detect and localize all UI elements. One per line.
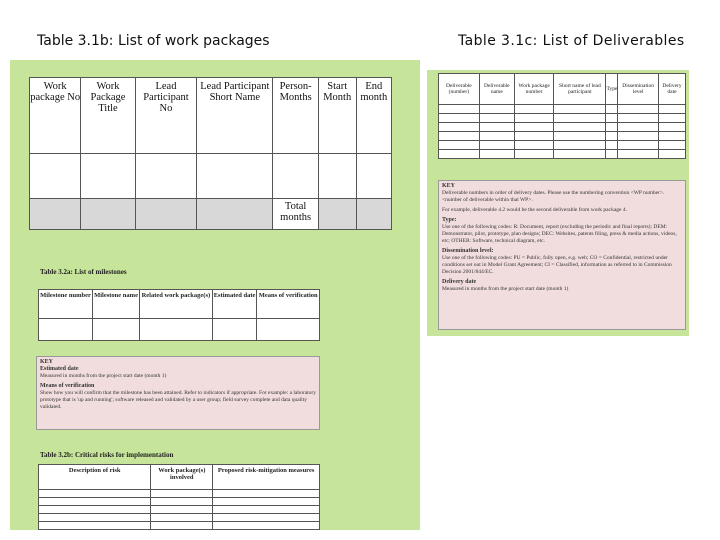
estimated-date-heading: Estimated date xyxy=(40,366,79,372)
deliverables-key-intro: Deliverable numbers in order of delivery dates. Please use the numbering convention <WP number>.<number of deliverable within that WP>. xyxy=(442,190,665,203)
wp-header-person-months: Person-Months xyxy=(273,78,318,154)
dissemination-heading: Dissemination level: xyxy=(442,248,494,254)
estimated-date-text: Measured in months from the project start date (month 1) xyxy=(40,373,167,379)
del-header-lead: Short name of lead participant xyxy=(554,74,606,105)
delivery-date-heading: Delivery date xyxy=(442,279,477,285)
wp-header-end-month: End month xyxy=(356,78,391,154)
deliverables-key-example: For example, deliverable 4.2 would be the second deliverable from work package 4. xyxy=(442,207,627,213)
type-heading: Type: xyxy=(442,217,457,223)
total-row xyxy=(30,199,392,230)
table-row xyxy=(39,506,320,514)
risk-header-description: Description of risk xyxy=(39,465,151,490)
del-header-name: Deliverable name xyxy=(479,74,514,105)
wp-header-start-month: Start Month xyxy=(318,78,356,154)
table-row xyxy=(439,150,686,159)
work-packages-table xyxy=(29,77,392,230)
dissemination-text: Use one of the following codes: PU = Public, fully open, e.g. web; CO = Confidential, restricted under conditions set out in Model Grant Agreement; CI = Classified, information as referred to in Commission Decision 2001/844/EC. xyxy=(442,255,672,275)
ms-header-wp: Related work package(s) xyxy=(139,290,212,319)
table-row xyxy=(39,490,320,498)
table-row xyxy=(30,154,392,199)
key-heading: KEY xyxy=(40,359,54,365)
means-of-verification-heading: Means of verification xyxy=(40,383,95,389)
right-table-title: Table 3.1c: List of Deliverables xyxy=(458,33,685,49)
ms-header-verification: Means of verification xyxy=(257,290,320,319)
table-row xyxy=(439,114,686,123)
wp-header-number: Work package No xyxy=(30,78,81,154)
type-text: Use one of the following codes: R: Document, report (excluding the periodic and final reports); DEM: Demonstrator, pilot, prototype, plan designs; DEC: Websites, patents filing, press & media actions, videos, etc; OTHER: Software, technical diagram, etc. xyxy=(442,224,677,244)
table-row xyxy=(439,132,686,141)
table-row xyxy=(439,123,686,132)
delivery-date-text: Measured in months from the project start date (month 1) xyxy=(442,286,569,292)
ms-header-name: Milestone name xyxy=(93,290,140,319)
del-header-type: Type xyxy=(606,74,618,105)
left-table-title: Table 3.1b: List of work packages xyxy=(37,33,270,49)
deliverables-key xyxy=(438,180,686,330)
risks-table xyxy=(38,464,320,530)
deliverables-table xyxy=(438,73,686,159)
means-of-verification-text: Show how you will confirm that the milestone has been attained. Refer to indicators if appropriate. For example: a laboratory prototype that is 'up and running'; software released and validated by a user group; field survey complete and data quality validated. xyxy=(40,390,316,410)
table-row xyxy=(39,514,320,522)
del-header-date: Delivery date xyxy=(658,74,685,105)
milestones-caption: Table 3.2a: List of milestones xyxy=(40,268,127,276)
ms-header-date: Estimated date xyxy=(212,290,257,319)
table-row xyxy=(439,141,686,150)
table-row xyxy=(439,105,686,114)
milestones-key xyxy=(36,356,320,430)
key-heading: KEY xyxy=(442,183,456,189)
table-row xyxy=(39,522,320,530)
wp-header-lead-no: Lead Participant No xyxy=(135,78,197,154)
total-months-label: Total months xyxy=(273,199,318,230)
del-header-number: Deliverable (number) xyxy=(439,74,480,105)
table-row xyxy=(39,319,320,341)
wp-header-title: Work Package Title xyxy=(81,78,135,154)
milestones-table xyxy=(38,289,320,341)
table-row xyxy=(39,498,320,506)
ms-header-number: Milestone number xyxy=(39,290,93,319)
risk-header-wp: Work package(s) involved xyxy=(151,465,213,490)
del-header-dissemination: Dissemination level xyxy=(618,74,659,105)
wp-header-lead-name: Lead Participant Short Name xyxy=(197,78,273,154)
risks-caption: Table 3.2b: Critical risks for implementation xyxy=(40,451,174,459)
risk-header-mitigation: Proposed risk-mitigation measures xyxy=(213,465,320,490)
del-header-wp: Work package number xyxy=(514,74,553,105)
